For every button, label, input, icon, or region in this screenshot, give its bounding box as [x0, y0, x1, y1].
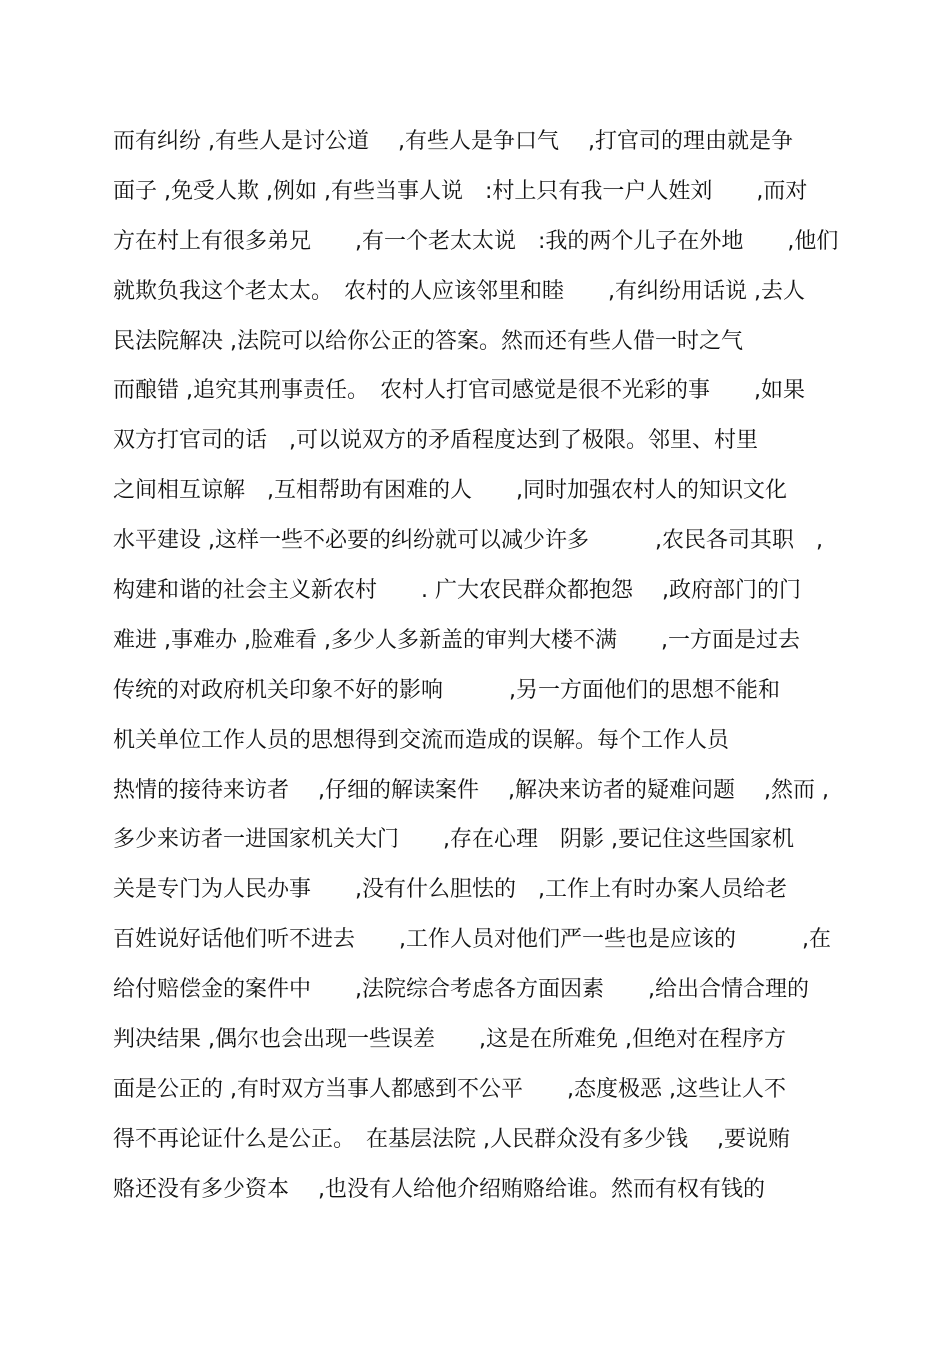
text-line: 机关单位工作人员的思想得到交流而造成的误解。每个工作人员 [113, 727, 730, 753]
text-line: 百姓说好话他们听不进去 ,工作人员对他们严一些也是应该的 ,在 [113, 927, 831, 953]
text-line: 就欺负我这个老太太。 农村的人应该邻里和睦 ,有纠纷用话说 ,去人 [113, 278, 805, 304]
text-line: 民法院解决 ,法院可以给你公正的答案。然而还有些人借一时之气 [113, 328, 743, 354]
text-line: 构建和谐的社会主义新农村 . 广大农民群众都抱怨 ,政府部门的门 [113, 578, 801, 604]
text-line: 难进 ,事难办 ,脸难看 ,多少人多新盖的审判大楼不满 ,一方面是过去 [113, 627, 800, 653]
text-line: 而酿错 ,追究其刑事责任。 农村人打官司感觉是很不光彩的事 ,如果 [113, 378, 805, 404]
text-line: 判决结果 ,偶尔也会出现一些误差 ,这是在所难免 ,但绝对在程序方 [113, 1027, 786, 1053]
text-line: 多少来访者一进国家机关大门 ,存在心理 阴影 ,要记住这些国家机 [113, 827, 794, 853]
text-line: 传统的对政府机关印象不好的影响 ,另一方面他们的思想不能和 [113, 677, 780, 703]
text-line: 而有纠纷 ,有些人是讨公道 ,有些人是争口气 ,打官司的理由就是争 [113, 129, 793, 154]
text-line: 面是公正的 ,有时双方当事人都感到不公平 ,态度极恶 ,这些让人不 [113, 1076, 786, 1102]
text-line: 水平建设 ,这样一些不必要的纠纷就可以减少许多 ,农民各司其职 , [113, 528, 823, 554]
text-line: 双方打官司的话 ,可以说双方的矛盾程度达到了极限。邻里、村里 [113, 428, 758, 454]
text-line: 面子 ,免受人欺 ,例如 ,有些当事人说 :村上只有我一户人姓刘 ,而对 [113, 178, 808, 204]
body-text [113, 119, 853, 1217]
text-line: 关是专门为人民办事 ,没有什么胆怯的 ,工作上有时办案人员给老 [113, 877, 787, 903]
text-line: 赂还没有多少资本 ,也没有人给他介绍贿赂给谁。然而有权有钱的 [113, 1176, 765, 1202]
text-line: 热情的接待来访者 ,仔细的解读案件 ,解决来访者的疑难问题 ,然而 , [113, 777, 829, 803]
text-line: 之间相互谅解 ,互相帮助有困难的人 ,同时加强农村人的知识文化 [113, 478, 787, 504]
text-line: 得不再论证什么是公正。 在基层法院 ,人民群众没有多少钱 ,要说贿 [113, 1126, 790, 1152]
text-line: 给付赔偿金的案件中 ,法院综合考虑各方面因素 ,给出合情合理的 [113, 977, 809, 1003]
text-line: 方在村上有很多弟兄 ,有一个老太太说 :我的两个儿子在外地 ,他们 [113, 228, 839, 254]
